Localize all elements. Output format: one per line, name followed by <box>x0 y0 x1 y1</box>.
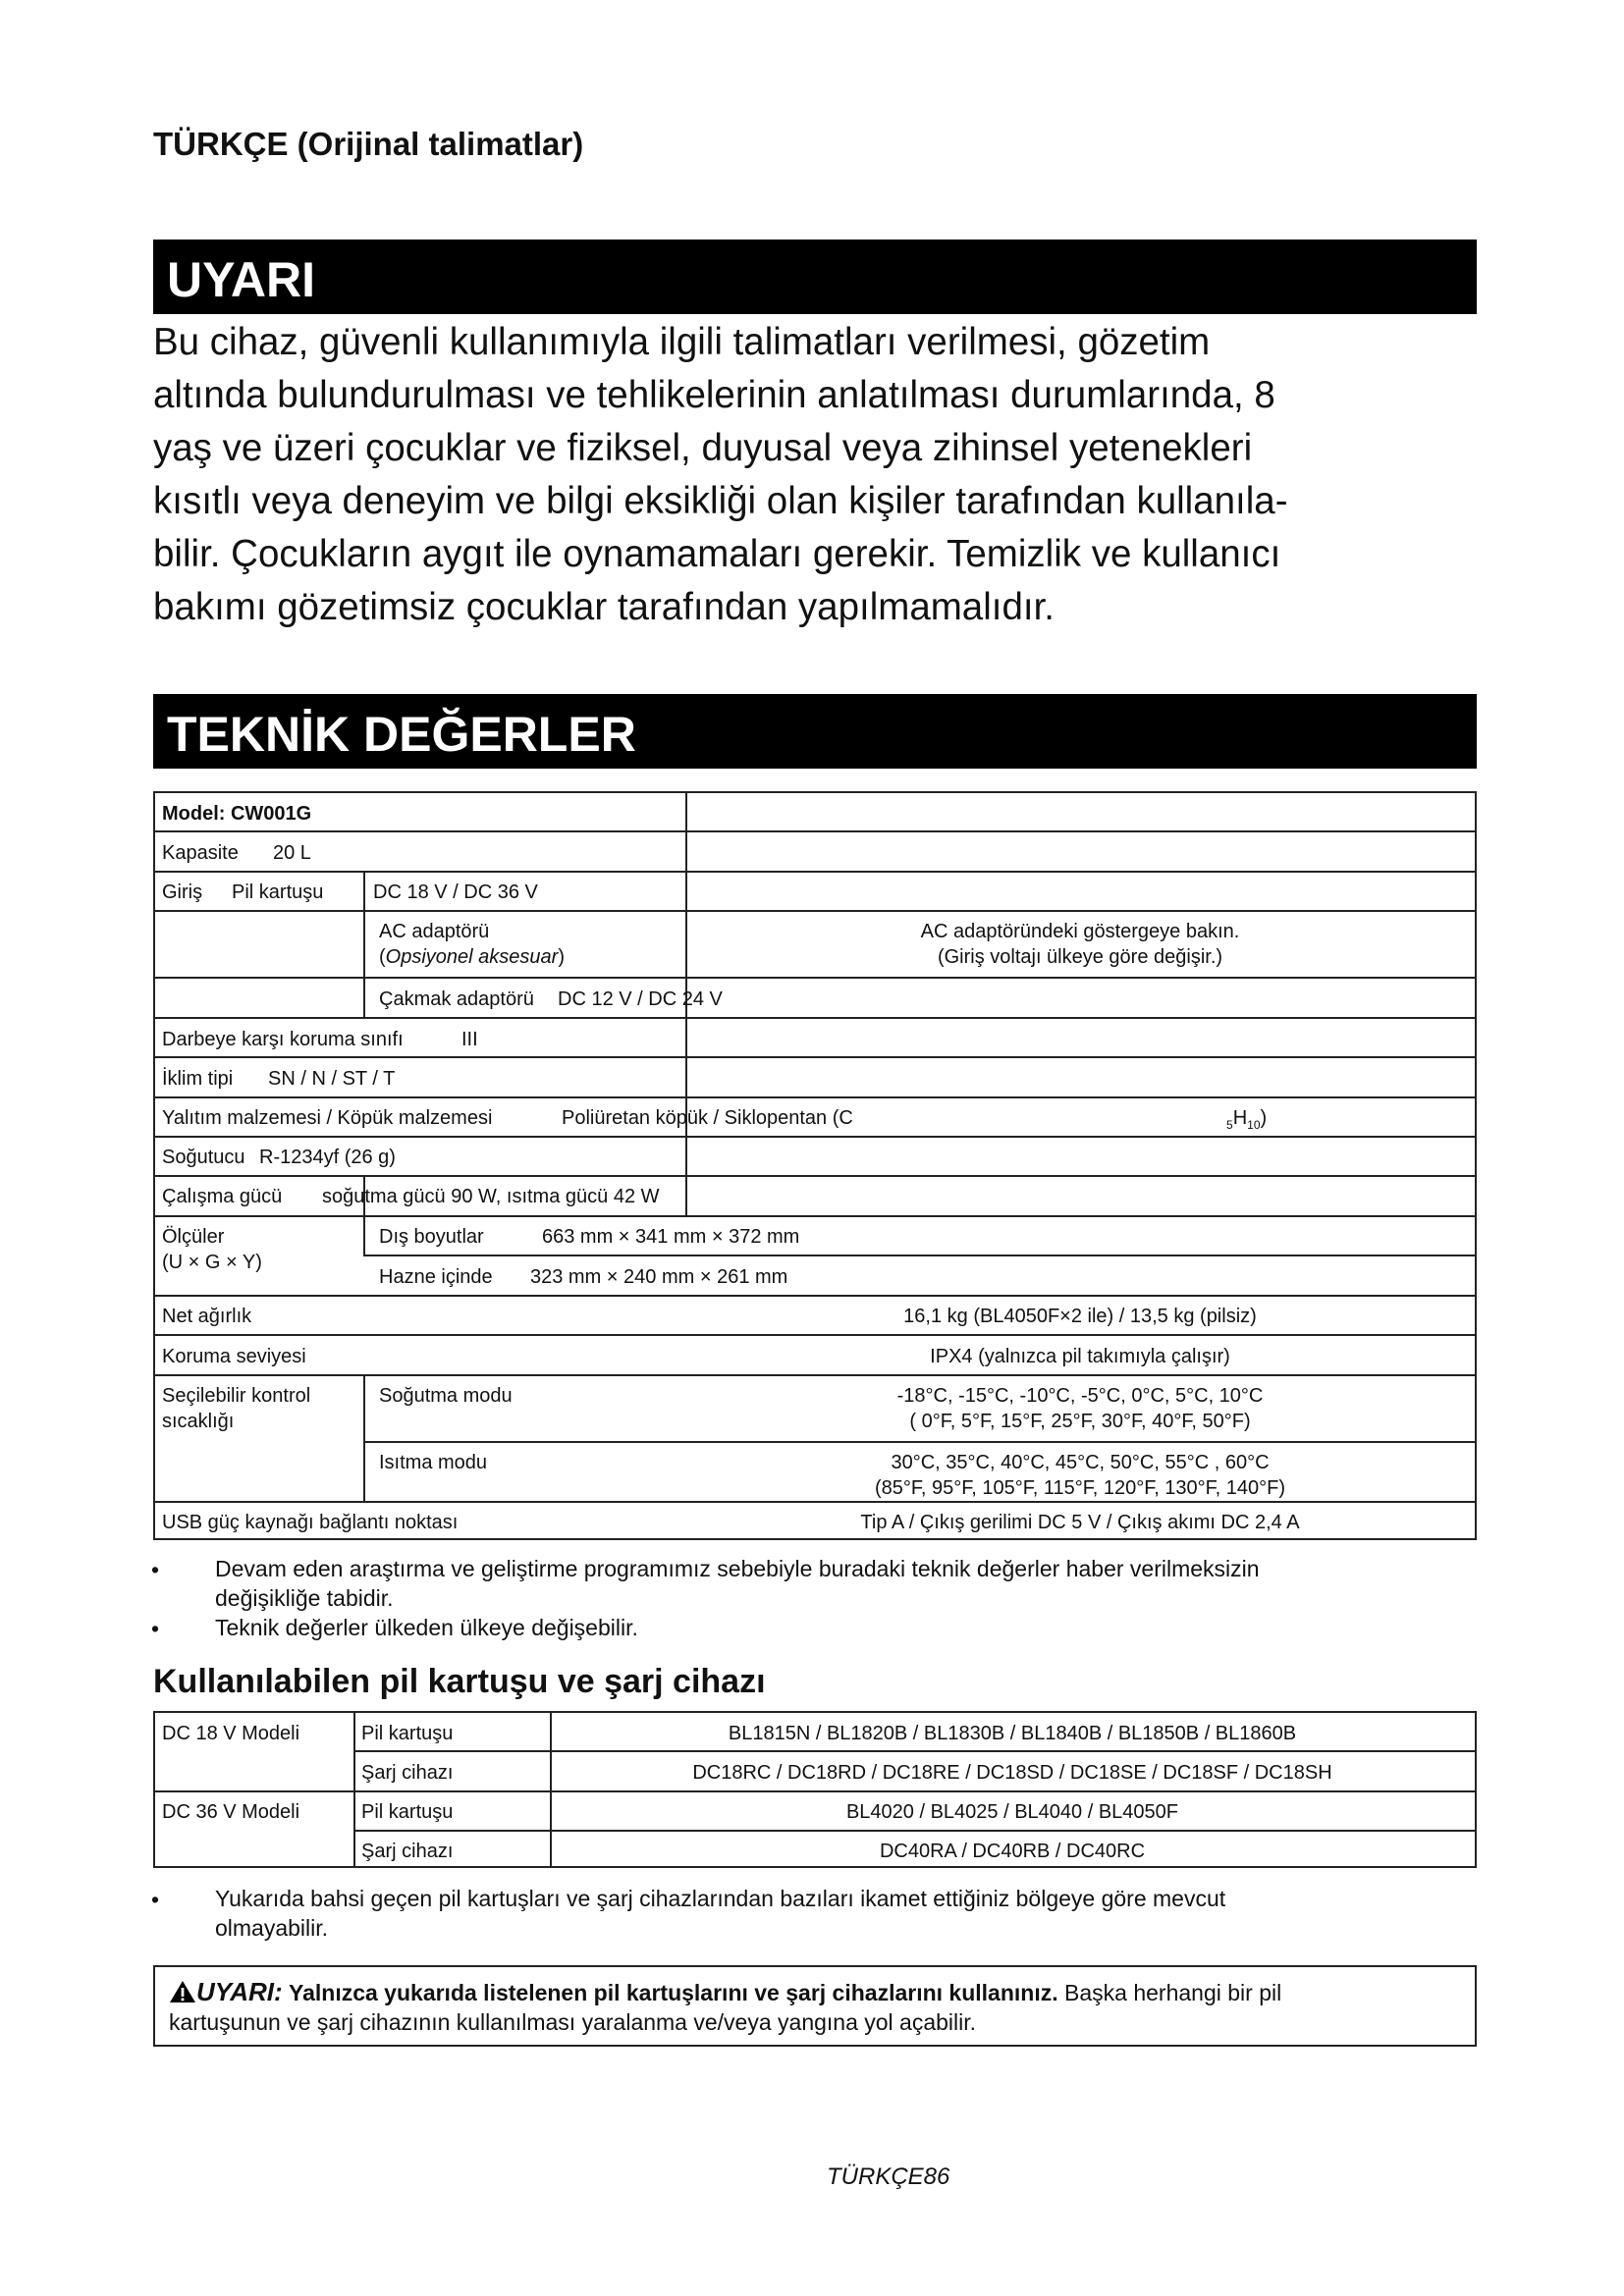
inner-label: Hazne içinde <box>379 1266 493 1288</box>
refrigerant-label: Soğutucu <box>162 1147 245 1168</box>
cool-value-1: -18°C, -15°C, -10°C, -5°C, 0°C, 5°C, 10°C <box>896 1385 1264 1407</box>
outer-value: 663 mm × 341 mm × 372 mm <box>542 1226 800 1248</box>
bullet: • <box>151 1557 160 1582</box>
battery-note <box>215 1884 1225 1943</box>
battery-model: DC 18 V Modeli <box>162 1723 300 1744</box>
caution-label: UYARI: <box>196 1977 283 2006</box>
spec-table <box>153 791 1477 1540</box>
formula-subscript: 10 <box>1247 1118 1261 1132</box>
note-line: olmayabilir. <box>215 1915 329 1941</box>
row-divider <box>155 1175 1475 1177</box>
battery-model: DC 36 V Modeli <box>162 1801 300 1823</box>
row-divider <box>155 1017 1475 1019</box>
caution-text-2: kartuşunun ve şarj cihazının kullanılması yaralanma ve/veya yangına yol açabilir. <box>169 2009 977 2035</box>
warning-line: bilir. Çocukların aygıt ile oynamamaları gerekir. Temizlik ve kullanıcı <box>153 533 1281 575</box>
note-2: Teknik değerler ülkeden ülkeye değişebilir. <box>215 1615 638 1640</box>
caution-text: Başka herhangi bir pil <box>1064 1980 1282 2005</box>
row-divider <box>363 1441 1475 1443</box>
battery-type: Şarj cihazı <box>361 1841 454 1862</box>
note-line: Devam eden araştırma ve geliştirme programımız sebebiyle buradaki teknik değerler haber verilmeksizin <box>215 1556 1260 1581</box>
battery-value: DC40RA / DC40RB / DC40RC <box>879 1841 1146 1862</box>
capacity-label: Kapasite <box>162 842 239 864</box>
weight-label: Net ağırlık <box>162 1306 252 1327</box>
row-divider <box>155 830 1475 832</box>
battery-value: BL1815N / BL1820B / BL1830B / BL1840B / BL1850B / BL1860B <box>728 1723 1297 1744</box>
car-label: Çakmak adaptörü <box>379 988 534 1010</box>
warning-line: Bu cihaz, güvenli kullanımıyla ilgili talimatları verilmesi, gözetim <box>153 321 1211 363</box>
temp-label: Seçilebilir kontrol <box>162 1385 311 1407</box>
weight-value: 16,1 kg (BL4050F×2 ile) / 13,5 kg (pilsiz) <box>903 1306 1257 1327</box>
battery-value: BL4020 / BL4025 / BL4040 / BL4050F <box>845 1801 1179 1823</box>
language-title: TÜRKÇE (Orijinal talimatlar) <box>153 126 584 162</box>
page-number: TÜRKÇE86 <box>827 2163 950 2190</box>
row-divider <box>353 1750 1475 1752</box>
heat-value-1: 30°C, 35°C, 40°C, 45°C, 50°C, 55°C , 60°C <box>891 1452 1270 1473</box>
caution-box <box>153 1965 1477 2047</box>
row-divider <box>155 1295 1475 1297</box>
power-label: Çalışma gücü <box>162 1186 283 1207</box>
warning-line: altında bulundurulması ve tehlikelerinin anlatılması durumlarında, 8 <box>153 374 1275 416</box>
row-divider <box>155 1215 1475 1217</box>
ac-value-2: (Giriş voltajı ülkeye göre değişir.) <box>937 946 1223 968</box>
outer-label: Dış boyutlar <box>379 1226 484 1248</box>
input-label: Giriş <box>162 881 203 903</box>
cool-value-2: ( 0°F, 5°F, 15°F, 25°F, 30°F, 40°F, 50°F) <box>909 1411 1251 1432</box>
caution-line <box>169 1977 1461 2007</box>
formula-subscript: 5 <box>1226 1118 1233 1132</box>
usb-value: Tip A / Çıkış gerilimi DC 5 V / Çıkış akımı DC 2,4 A <box>860 1512 1300 1533</box>
insulation-formula <box>1226 1105 1267 1138</box>
battery-type: Pil kartuşu <box>361 1801 454 1823</box>
col-divider <box>353 1713 355 1866</box>
row-divider <box>155 977 1475 979</box>
capacity-value: 20 L <box>273 842 311 864</box>
battery-type: Şarj cihazı <box>361 1762 454 1784</box>
battery-value: DC18RC / DC18RD / DC18RE / DC18SD / DC18SE / DC18SF / DC18SH <box>692 1762 1332 1784</box>
row-divider <box>155 910 1475 912</box>
row-divider <box>155 1334 1475 1336</box>
climate-value: SN / N / ST / T <box>268 1068 396 1090</box>
row-divider <box>155 1374 1475 1376</box>
car-value: DC 12 V / DC 24 V <box>558 988 723 1010</box>
row-divider <box>363 1255 1475 1256</box>
ac-value-1: AC adaptöründeki göstergeye bakın. <box>920 921 1240 942</box>
warning-heading: UYARI <box>153 240 1477 314</box>
battery-label: Pil kartuşu <box>232 881 324 903</box>
battery-table <box>153 1711 1477 1868</box>
warning-line: kısıtlı veya deneyim ve bilgi eksikliği olan kişiler tarafından kullanıla- <box>153 480 1288 522</box>
protection-label: Koruma seviyesi <box>162 1346 306 1367</box>
row-divider <box>155 1056 1475 1058</box>
usb-label: USB güç kaynağı bağlantı noktası <box>162 1512 459 1533</box>
dimensions-unit: (U × G × Y) <box>162 1252 262 1273</box>
shock-label: Darbeye karşı koruma sınıfı <box>162 1029 404 1050</box>
dimensions-label: Ölçüler <box>162 1226 225 1248</box>
heat-label: Isıtma modu <box>379 1452 488 1473</box>
inner-value: 323 mm × 240 mm × 261 mm <box>530 1266 788 1288</box>
col-divider <box>363 1374 365 1502</box>
row-divider <box>353 1830 1475 1832</box>
battery-type: Pil kartuşu <box>361 1723 454 1744</box>
battery-value: DC 18 V / DC 36 V <box>373 881 538 903</box>
row-divider <box>155 1096 1475 1098</box>
row-divider <box>155 871 1475 873</box>
insulation-value: Poliüretan köpük / Siklopentan (C <box>562 1107 853 1129</box>
heat-value-2: (85°F, 95°F, 105°F, 115°F, 120°F, 130°F, 140°F) <box>874 1477 1286 1499</box>
row-divider <box>155 1501 1475 1503</box>
bullet: • <box>151 1616 160 1641</box>
warning-line: yaş ve üzeri çocuklar ve fiziksel, duyusal veya zihinsel yetenekleri <box>153 427 1253 469</box>
refrigerant-value: R-1234yf (26 g) <box>259 1147 396 1168</box>
model-label: Model: CW001G <box>162 803 312 825</box>
warning-paragraph <box>153 316 1489 634</box>
battery-section-title: Kullanılabilen pil kartuşu ve şarj cihazı <box>153 1663 766 1700</box>
shock-value: III <box>461 1029 478 1050</box>
insulation-label: Yalıtım malzemesi / Köpük malzemesi <box>162 1107 493 1129</box>
cool-label: Soğutma modu <box>379 1385 513 1407</box>
formula-h: H <box>1232 1107 1248 1129</box>
note-line: değişikliğe tabidir. <box>215 1585 394 1611</box>
ac-optional: (Opsiyonel aksesuar) <box>379 946 565 968</box>
temp-label-2: sıcaklığı <box>162 1411 235 1432</box>
warning-line: bakımı gözetimsiz çocuklar tarafından yapılmamalıdır. <box>153 586 1055 628</box>
warning-triangle-icon <box>169 1980 196 2003</box>
bullet: • <box>151 1887 160 1912</box>
protection-value: IPX4 (yalnızca pil takımıyla çalışır) <box>930 1346 1230 1367</box>
climate-label: İklim tipi <box>162 1068 234 1090</box>
formula-close: ) <box>1260 1107 1268 1129</box>
row-divider <box>155 1136 1475 1138</box>
col-divider <box>363 871 365 1018</box>
note-line: Yukarıda bahsi geçen pil kartuşları ve şarj cihazlarından bazıları ikamet ettiğiniz bölgeye göre mevcut <box>215 1886 1226 1911</box>
note-1 <box>215 1554 1260 1613</box>
ac-label: AC adaptörü <box>379 921 490 942</box>
specs-heading: TEKNİK DEĞERLER <box>153 694 1477 769</box>
caution-bold-text: Yalnızca yukarıda listelenen pil kartuşlarını ve şarj cihazlarını kullanınız. <box>289 1980 1058 2005</box>
power-value: soğutma gücü 90 W, ısıtma gücü 42 W <box>322 1186 660 1207</box>
